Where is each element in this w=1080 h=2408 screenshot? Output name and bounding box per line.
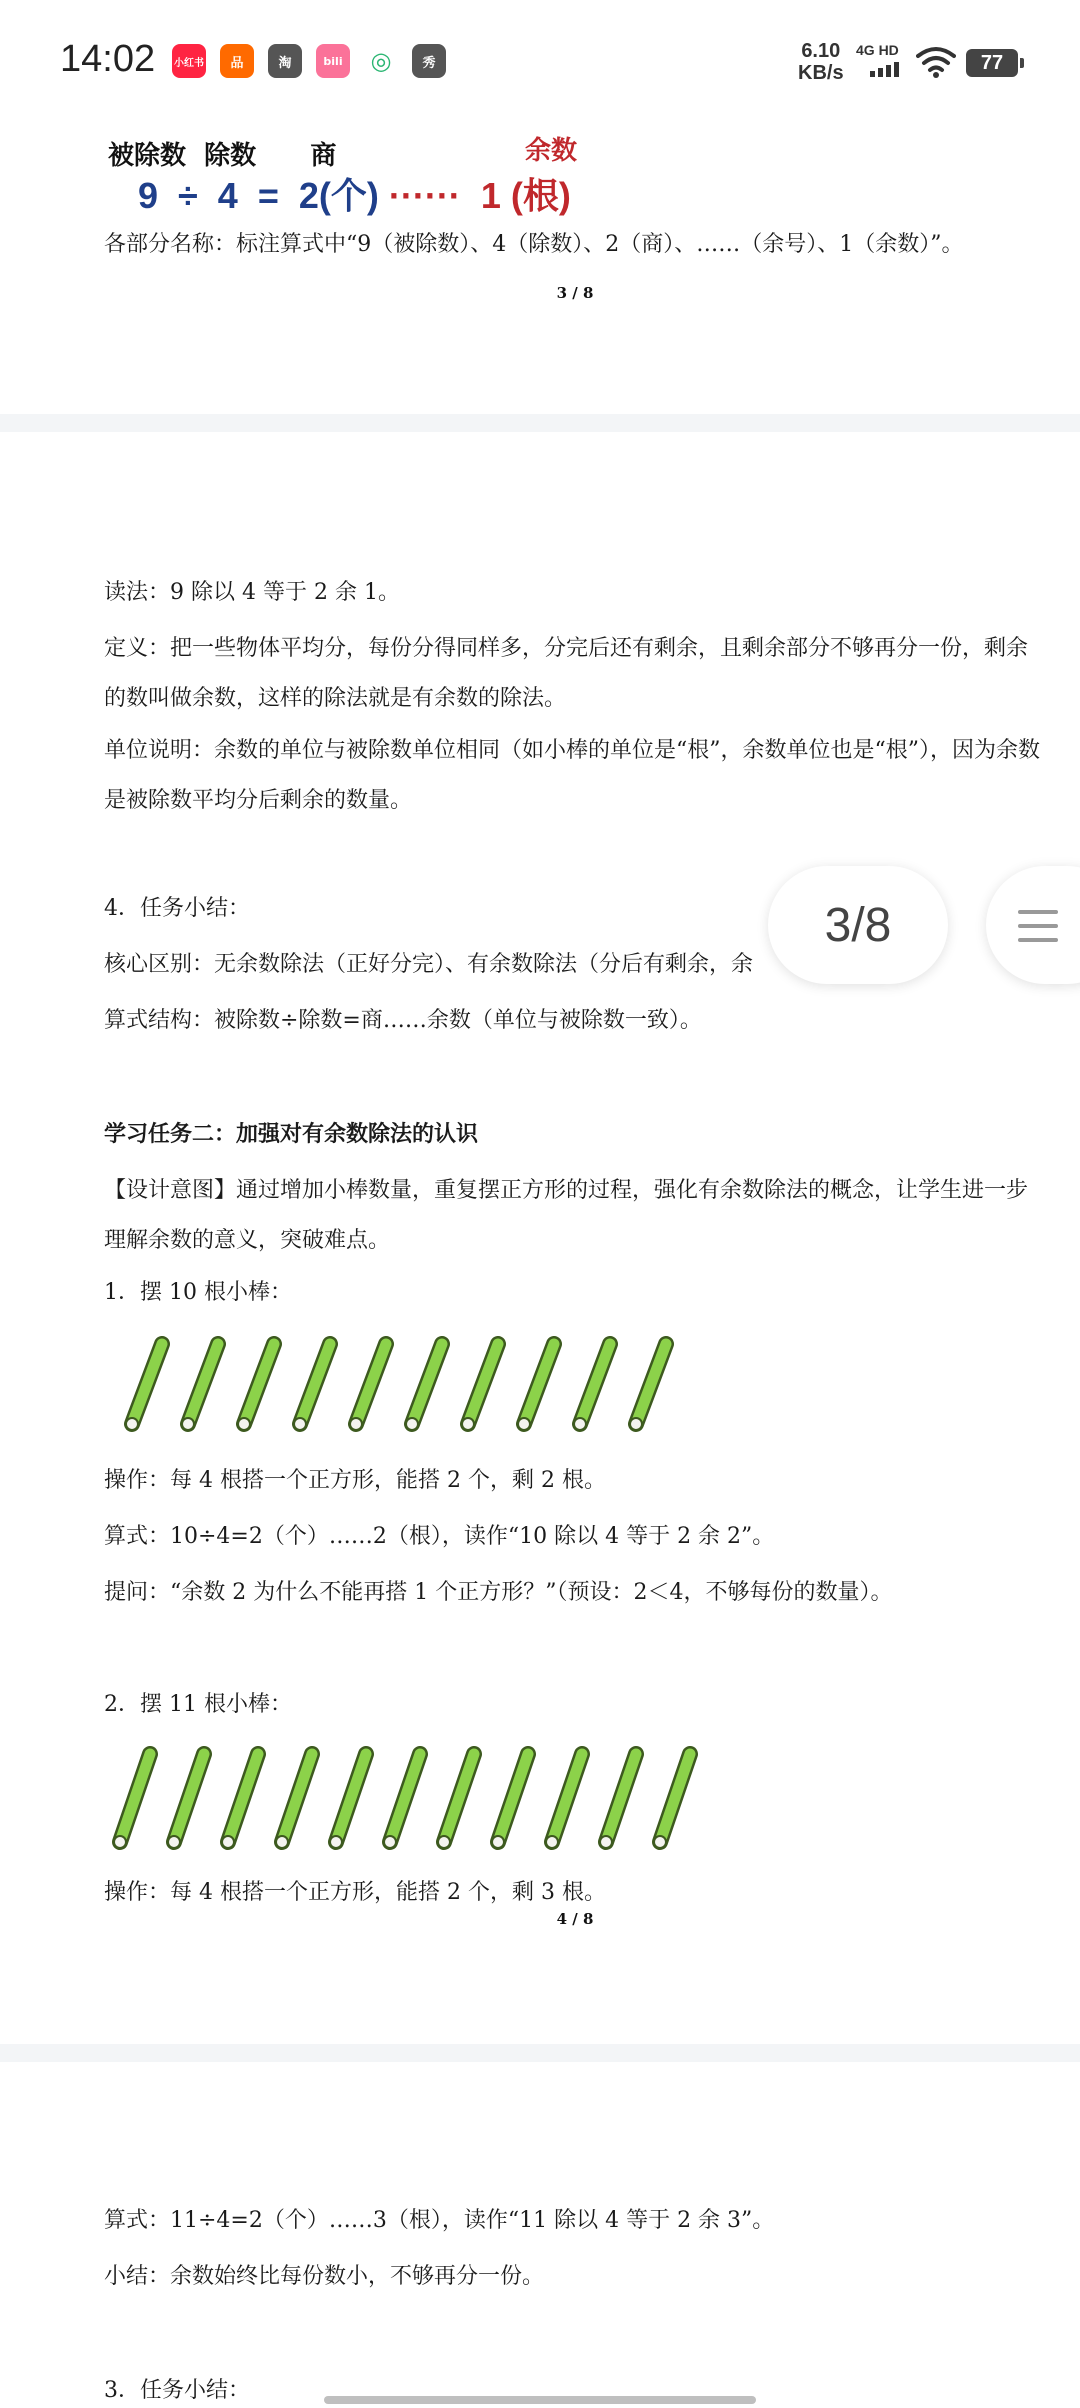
core-difference-text: 核心区别：无余数除法（正好分完）、有余数除法（分后有剩余，余 xyxy=(104,952,754,977)
stick-2 xyxy=(168,1754,204,1848)
network-speed: 6.10 KB/s xyxy=(798,40,844,84)
stick-9 xyxy=(574,1344,610,1430)
formula-structure-text: 算式结构：被除数÷除数=商……余数（单位与被除数一致）。 xyxy=(104,1008,702,1033)
stick-1 xyxy=(126,1344,162,1430)
stick-7 xyxy=(462,1344,498,1430)
page-indicator-button[interactable]: 3/8 xyxy=(768,866,948,984)
stick-4 xyxy=(276,1754,312,1848)
stick-6 xyxy=(406,1344,442,1430)
stick-8 xyxy=(518,1344,554,1430)
stick-4 xyxy=(294,1344,330,1430)
taobao-deals-icon: 品 xyxy=(220,44,254,78)
page-divider xyxy=(0,414,1080,432)
page-number: 3 / 8 xyxy=(556,284,594,302)
small-summary-text: 小结：余数始终比每份数小，不够再分一份。 xyxy=(104,2264,545,2289)
menu-button[interactable] xyxy=(986,866,1080,984)
battery-icon: 77 xyxy=(966,49,1018,77)
operation2-text: 操作：每 4 根搭一个正方形，能搭 2 个，剩 3 根。 xyxy=(104,1880,606,1905)
stick-11 xyxy=(654,1754,690,1848)
summary-title: 4．任务小结： xyxy=(104,896,250,921)
operation1-text: 操作：每 4 根搭一个正方形，能搭 2 个，剩 2 根。 xyxy=(104,1468,606,1493)
stick-8 xyxy=(492,1754,528,1848)
taobao-icon: 淘 xyxy=(268,44,302,78)
parts-names-text: 各部分名称：标注算式中“9（被除数）、4（除数）、2（商）、……（余号）、1（余数）”。 xyxy=(104,232,964,257)
page-divider xyxy=(0,2044,1080,2062)
question1-text: 提问：“余数 2 为什么不能再搭 1 个正方形？”（预设：2＜4，不够每份的数量）。 xyxy=(104,1580,893,1605)
bilibili-icon: bili xyxy=(316,44,350,78)
stick-3 xyxy=(222,1754,258,1848)
sticks-row-11 xyxy=(108,1746,728,1856)
sticks-row-10 xyxy=(120,1336,700,1436)
xiaohongshu-icon: 小红书 xyxy=(172,44,206,78)
status-bar xyxy=(0,0,1080,120)
formula2-text: 算式：11÷4=2（个）……3（根），读作“11 除以 4 等于 2 余 3”。 xyxy=(104,2208,775,2233)
step1-title: 1．摆 10 根小棒： xyxy=(104,1280,292,1305)
design-intent-text: 【设计意图】通过增加小棒数量，重复摆正方形的过程，强化有余数除法的概念，让学生进一步理解余数的意义，突破难点。 xyxy=(104,1178,1029,1253)
reading-text: 读法：9 除以 4 等于 2 余 1。 xyxy=(104,580,400,605)
stick-3 xyxy=(238,1344,274,1430)
division-equation: 9 ÷ 4 = 2(个) ······ 1 (根) xyxy=(138,175,571,216)
equation-remainder-label: 余数 xyxy=(525,136,578,166)
notification-app-icons xyxy=(172,44,446,78)
stick-9 xyxy=(546,1754,582,1848)
stick-7 xyxy=(438,1754,474,1848)
stick-6 xyxy=(384,1754,420,1848)
definition-text: 定义：把一些物体平均分，每份分得同样多，分完后还有剩余，且剩余部分不够再分一份，剩余的数叫做余数，这样的除法就是有余数的除法。 xyxy=(104,636,1029,711)
status-time: 14:02 xyxy=(60,38,156,80)
formula1-text: 算式：10÷4=2（个）……2（根），读作“10 除以 4 等于 2 余 2”。 xyxy=(104,1524,775,1549)
stick-5 xyxy=(330,1754,366,1848)
green-app-icon: ◎ xyxy=(364,44,398,78)
wifi-icon xyxy=(916,46,956,78)
unit-note-text: 单位说明：余数的单位与被除数单位相同（如小棒的单位是“根”，余数单位也是“根”），因为余数是被除数平均分后剩余的数量。 xyxy=(104,738,1040,813)
home-indicator[interactable] xyxy=(324,2396,756,2404)
equation-part-labels: 被除数 除数 商 xyxy=(108,141,337,171)
cellular-signal-icon: 4G HD xyxy=(856,42,906,82)
stick-2 xyxy=(182,1344,218,1430)
task-summary3-title: 3．任务小结： xyxy=(104,2378,250,2403)
xiu-icon: 秀 xyxy=(412,44,446,78)
page-number: 4 / 8 xyxy=(556,1910,594,1928)
stick-10 xyxy=(630,1344,666,1430)
step2-title: 2．摆 11 根小棒： xyxy=(104,1692,292,1717)
stick-5 xyxy=(350,1344,386,1430)
task2-heading: 学习任务二：加强对有余数除法的认识 xyxy=(104,1122,479,1147)
stick-10 xyxy=(600,1754,636,1848)
menu-icon xyxy=(1018,908,1058,944)
stick-1 xyxy=(114,1754,150,1848)
